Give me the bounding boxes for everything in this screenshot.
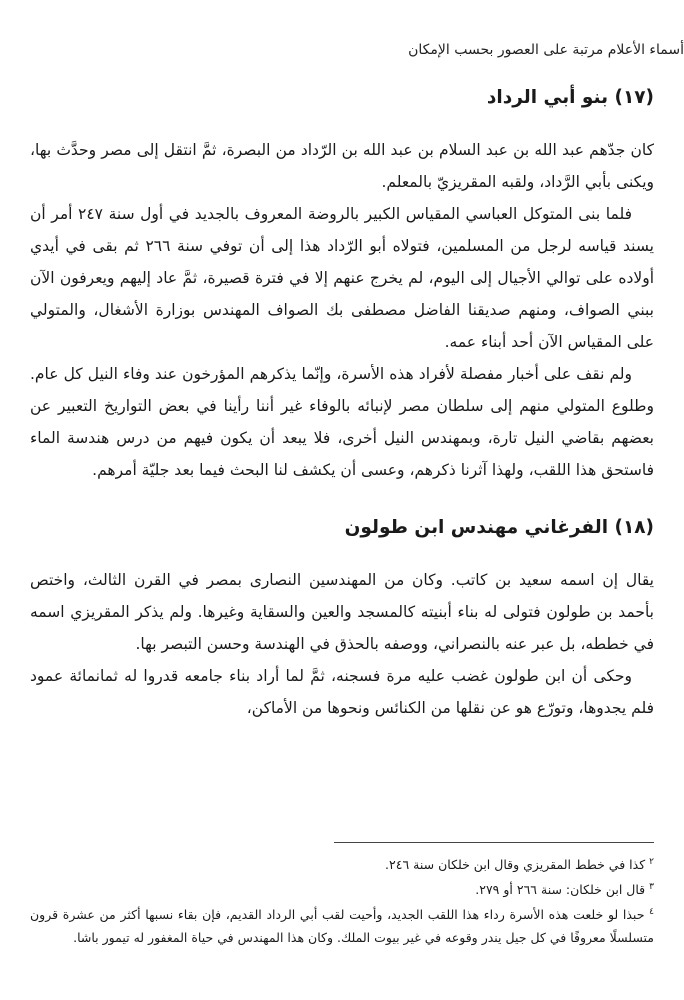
footnote-text: قال ابن خلكان: سنة ٢٦٦ أو ٢٧٩. <box>475 882 646 898</box>
section-17-title: (١٧) بنو أبي الرداد <box>486 87 654 108</box>
footnote-4 <box>30 901 654 949</box>
footnote-3 <box>30 876 654 901</box>
footnote-divider <box>334 842 654 843</box>
section-gap <box>30 486 654 512</box>
section-18-title: (١٨) الفرغاني مهندس ابن طولون <box>344 517 654 538</box>
section-17-paragraph-2: فلما بنى المتوكل العباسي المقياس الكبير بالروضة المعروف بالجديد في أول سنة ٢٤٧ أمر أن يسند قياسه لرجل من المسلمين، فتولاه أبو الرّداد هذا إلى أن توفي سنة ٢٦٦ ثم بقى في أيدي أولاده على توالي الأجيال إلى اليوم، لم يخرج عنهم إلا في فترة قصيرة، ثمَّ عاد إليهم ويعرفون الآن ببني الصواف، ومنهم صديقنا الفاضل مصطفى بك الصواف المهندس بوزارة الأشغال، والمتولي على المقياس الآن أحد أبناء عمه. <box>30 205 654 351</box>
footnote-marker: ٤ <box>649 907 654 918</box>
footnotes <box>30 842 654 949</box>
section-18-paragraph-1: يقال إن اسمه سعيد بن كاتب. وكان من المهندسين النصارى بمصر في القرن الثالث، واختص بأحمد بن طولون فتولى له بناء أبنيته كالمسجد والعين والسقاية وغيرها. ولم يذكر المقريزي اسمه في خططه، بل عبر عنه بالنصراني، ووصفه بالحذق في الهندسة وحسن التبصر بها. <box>30 571 654 653</box>
section-17-paragraph-1: كان جدّهم عبد الله بن عبد السلام بن عبد الله بن الرّداد من البصرة، ثمَّ انتقل إلى مصر وحدَّث بها، ويكنى بأبي الرَّداد، ولقبه المقريزيّ بالمعلم. <box>30 141 654 191</box>
section-18-paragraph-2: وحكى أن ابن طولون غضب عليه مرة فسجنه، ثمَّ لما أراد بناء جامعه قدروا له ثمانمائة عمود فلم يجدوها، وتورّع هو عن نقلها من الكنائس ونحوها من الأماكن، <box>30 667 654 717</box>
section-17-paragraph-3: ولم نقف على أخبار مفصلة لأفراد هذه الأسرة، وإنّما يذكرهم المؤرخون عند وفاء النيل كل عام. وطلوع المتولي منهم إلى سلطان مصر لإنبائه بالوفاء غير أننا رأينا في بعض التواريخ التعبير عن بعضهم بقاضي النيل تارة، وبمهندس النيل أخرى، فلا يبعد أن يكون فيهم من درس هندسة الماء فاستحق هذا اللقب، ولهذا آثرنا ذكرهم، وعسى أن يكشف لنا البحث فيما بعد جليّة أمرهم. <box>30 365 654 479</box>
footnote-text: كذا في خطط المقريزي وقال ابن خلكان سنة ٢٤٦. <box>385 857 646 873</box>
running-head: أسماء الأعلام مرتبة على العصور بحسب الإمكان <box>408 42 684 58</box>
footnote-text: حبذا لو خلعت هذه الأسرة رداء هذا اللقب الجديد، وأحيت لقب أبي الرداد القديم، فإن بقاء نسبها أكثر من عشرة قرون متسلسلًا معروفًا في كل جيل يندر وقوعه في غير بيوت الملك. وكان هذا المهندس في حياة المغفور له تيمور باشا. <box>30 907 654 946</box>
footnote-marker: ٢ <box>649 857 654 867</box>
footnote-2 <box>30 851 654 876</box>
main-content <box>30 82 654 724</box>
footnote-marker: ٣ <box>649 882 654 893</box>
